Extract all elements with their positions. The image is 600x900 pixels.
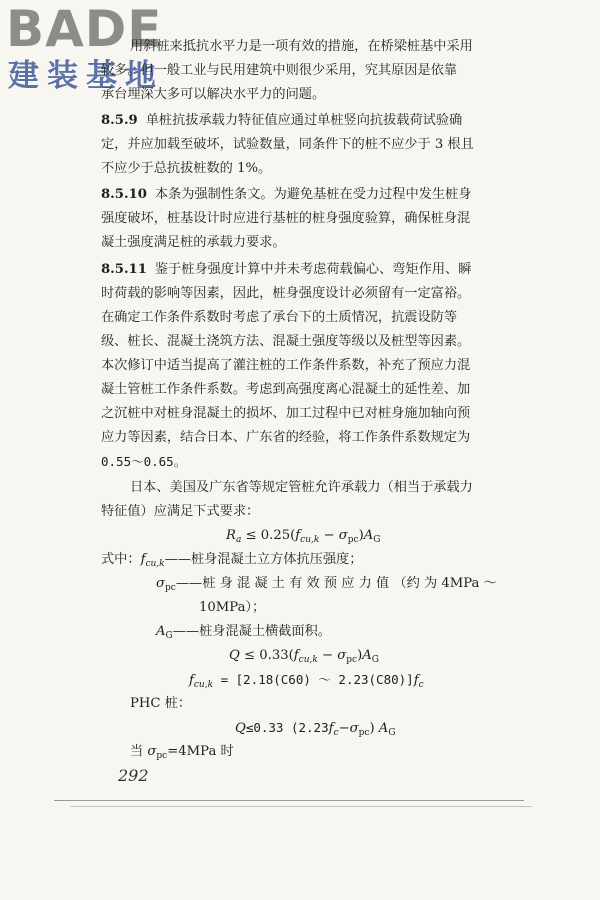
formula-allowable-capacity: $R_a \le 0.25(f_{cu,k} - \sigma_{pc})A_G$ bbox=[226, 528, 381, 545]
condition-line: 当 $\sigma_{pc}=4MPa$ 时 bbox=[130, 744, 234, 761]
text-line: 不应少于总抗拔桩数的 1%。 bbox=[101, 161, 272, 176]
text-line: 特征值）应满足下式要求： bbox=[101, 504, 260, 519]
text-line: 0.55～0.65。 bbox=[101, 454, 187, 469]
text-line: 较多。但一般工业与民用建筑中则很少采用，究其原因是依靠 bbox=[101, 63, 458, 78]
text-line: 用斜桩来抵抗水平力是一项有效的措施，在桥梁桩基中采用 bbox=[130, 39, 473, 54]
definition-ag: $A_G——$桩身混凝土横截面积。 bbox=[156, 624, 331, 641]
text-line: 10MPa）； bbox=[199, 600, 266, 615]
watermark-brand-latin: BADE bbox=[6, 0, 163, 58]
text-line: 本次修订中适当提高了灌注桩的工作条件系数，补充了预应力混 bbox=[101, 358, 471, 373]
formula-phc: Q≤0.33 $(2.23f_c-\sigma_{pc})$ $A_G$ bbox=[235, 720, 396, 738]
text-line: 承台埋深大多可以解决水平力的问题。 bbox=[101, 87, 326, 102]
definition-fcu: 式中：$f_{cu,k}——$桩身混凝土立方体抗压强度； bbox=[101, 552, 363, 569]
section-number: 8.5.9 bbox=[101, 113, 138, 128]
definition-sigma-pc: $\sigma_{pc}——$桩 身 混 凝 土 有 效 预 应 力 值 （约 为 4MPa ～ bbox=[156, 576, 497, 593]
section-8-5-9-line: 8.5.9 单桩抗拔承载力特征值应通过单桩竖向抗拔载荷试验确 bbox=[101, 113, 463, 128]
section-number: 8.5.11 bbox=[101, 262, 147, 277]
section-8-5-10-line: 8.5.10 本条为强制性条文。为避免基桩在受力过程中发生桩身 bbox=[101, 187, 472, 202]
text-line: 日本、美国及广东省等规定管桩允许承载力（相当于承载力 bbox=[130, 480, 473, 495]
text-line: 时荷载的影响等因素，因此，桩身强度设计必须留有一定富裕。 bbox=[101, 286, 471, 301]
page-number: 292 bbox=[118, 766, 149, 785]
footer-rule bbox=[70, 806, 532, 807]
text-line: 之沉桩中对桩身混凝土的损坏、加工过程中已对桩身施加轴向预 bbox=[101, 406, 471, 421]
formula-fcu-range: $f_{cu,k} = [2.18(C60)$ ～ $2.23(C80)]f_c$ bbox=[189, 672, 424, 690]
text-line: 强度破坏，桩基设计时应进行基桩的桩身强度验算，确保桩身混 bbox=[101, 211, 471, 226]
watermark-brand-cjk: 建装基地 bbox=[8, 58, 164, 94]
text-line: 级、桩长、混凝土浇筑方法、混凝土强度等级以及桩型等因素。 bbox=[101, 334, 471, 349]
phc-pile-label: PHC 桩： bbox=[130, 696, 192, 711]
text-line: 凝土管桩工作条件系数。考虑到高强度离心混凝土的延性差、加 bbox=[101, 382, 471, 397]
section-8-5-11-line: 8.5.11 鉴于桩身强度计算中并未考虑荷载偏心、弯矩作用、瞬 bbox=[101, 262, 472, 277]
text-line: 定，并应加载至破坏，试验数量，同条件下的桩不应少于 3 根且 bbox=[101, 137, 474, 152]
formula-q-limit: $Q \le 0.33(f_{cu,k} - \sigma_{pc})A_G$ bbox=[229, 648, 379, 665]
section-number: 8.5.10 bbox=[101, 187, 147, 202]
footer-rule bbox=[54, 800, 524, 801]
text-line: 凝土强度满足桩的承载力要求。 bbox=[101, 235, 286, 250]
text-line: 应力等因素，结合日本、广东省的经验，将工作条件系数规定为 bbox=[101, 430, 471, 445]
text-line: 在确定工作条件系数时考虑了承台下的土质情况，抗震设防等 bbox=[101, 310, 458, 325]
